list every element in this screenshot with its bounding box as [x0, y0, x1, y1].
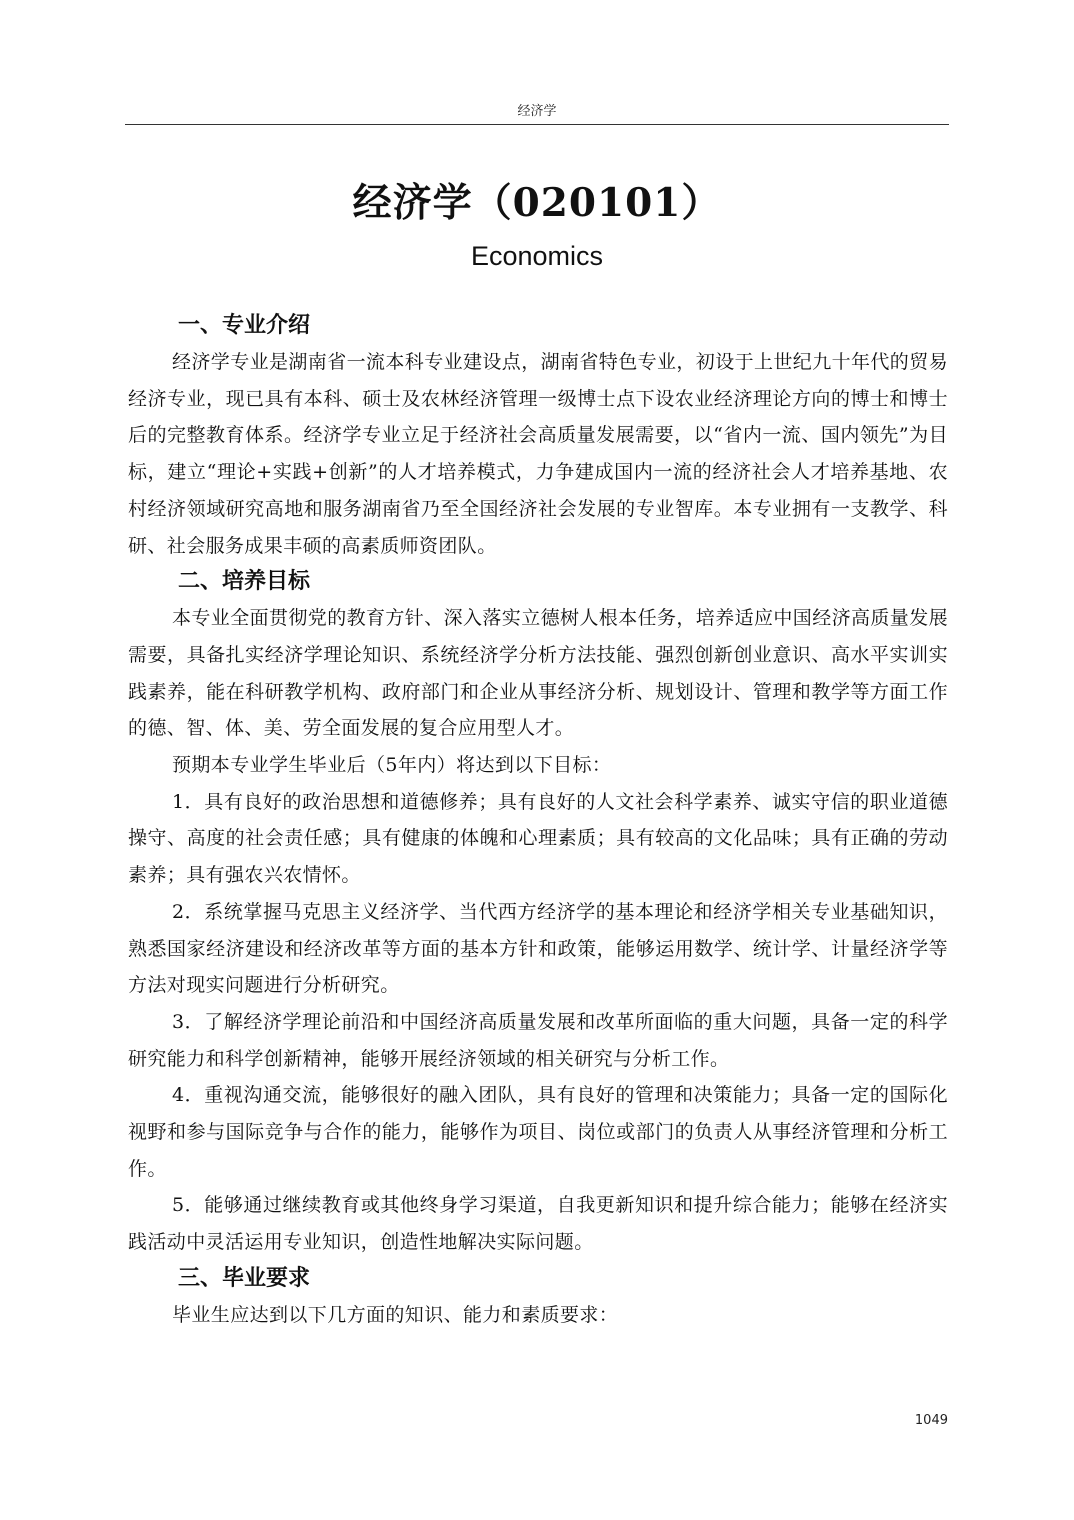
section-heading-requirements: 三、毕业要求 — [178, 1265, 311, 1291]
section-heading-goals: 二、培养目标 — [178, 569, 311, 595]
section-heading-intro: 一、专业介绍 — [178, 313, 311, 338]
running-header: 经济学 — [517, 104, 557, 119]
goal-item-2: 2．系统掌握马克思主义经济学、当代西方经济学的基本理论和经济学相关专业基础知识，熟悉国家经济建设和经济改革等方面的基本方针和政策，能够运用数学、统计学、计量经济学等方法对现实问题进行分析研究。 — [128, 900, 948, 997]
goals-paragraph: 本专业全面贯彻党的教育方针、深入落实立德树人根本任务，培养适应中国经济高质量发展需要，具备扎实经济学理论知识、系统经济学分析方法技能、强烈创新创业意识、高水平实训实践素养，能在科研教学机构、政府部门和企业从事经济分析、规划设计、管理和教学等方面工作的德、智、体、美、劳全面发展的复合应用型人才。 — [128, 607, 949, 740]
goals-expectation: 预期本专业学生毕业后（5年内）将达到以下目标： — [172, 754, 612, 777]
goal-item-1: 1．具有良好的政治思想和道德修养；具有良好的人文社会科学素养、诚实守信的职业道德操守、高度的社会责任感；具有健康的体魄和心理素质；具有较高的文化品味；具有正确的劳动素养；具有强农兴农情怀。 — [128, 790, 948, 887]
goal-item-3: 3．了解经济学理论前沿和中国经济高质量发展和改革所面临的重大问题，具备一定的科学研究能力和科学创新精神，能够开展经济领域的相关研究与分析工作。 — [128, 1010, 948, 1070]
header-divider — [125, 124, 949, 125]
page-number: 1049 — [914, 1413, 948, 1428]
goal-item-4: 4．重视沟通交流，能够很好的融入团队，具有良好的管理和决策能力；具备一定的国际化视野和参与国际竞争与合作的能力，能够作为项目、岗位或部门的负责人从事经济管理和分析工作。 — [128, 1084, 948, 1180]
main-content — [128, 308, 948, 1334]
intro-paragraph: 经济学专业是湖南省一流本科专业建设点，湖南省特色专业，初设于上世纪九十年代的贸易经济专业，现已具有本科、硕士及农林经济管理一级博士点下设农业经济理论方向的博士和博士后的完整教育体系。经济学专业立足于经济社会高质量发展需要，以“省内一流、国内领先”为目标，建立“理论+实践+创新”的人才培养模式，力争建成国内一流的经济社会人才培养基地、农村经济领域研究高地和服务湖南省乃至全国经济社会发展的专业智库。本专业拥有一支教学、科研、社会服务成果丰硕的高素质师资团队。 — [128, 351, 949, 557]
requirements-paragraph: 毕业生应达到以下几方面的知识、能力和素质要求： — [172, 1303, 619, 1326]
page-subtitle-english: Economics — [470, 241, 604, 271]
page-title: 经济学（020101） — [352, 180, 722, 226]
goal-item-5: 5．能够通过继续教育或其他终身学习渠道，自我更新知识和提升综合能力；能够在经济实践活动中灵活运用专业知识，创造性地解决实际问题。 — [128, 1194, 948, 1254]
